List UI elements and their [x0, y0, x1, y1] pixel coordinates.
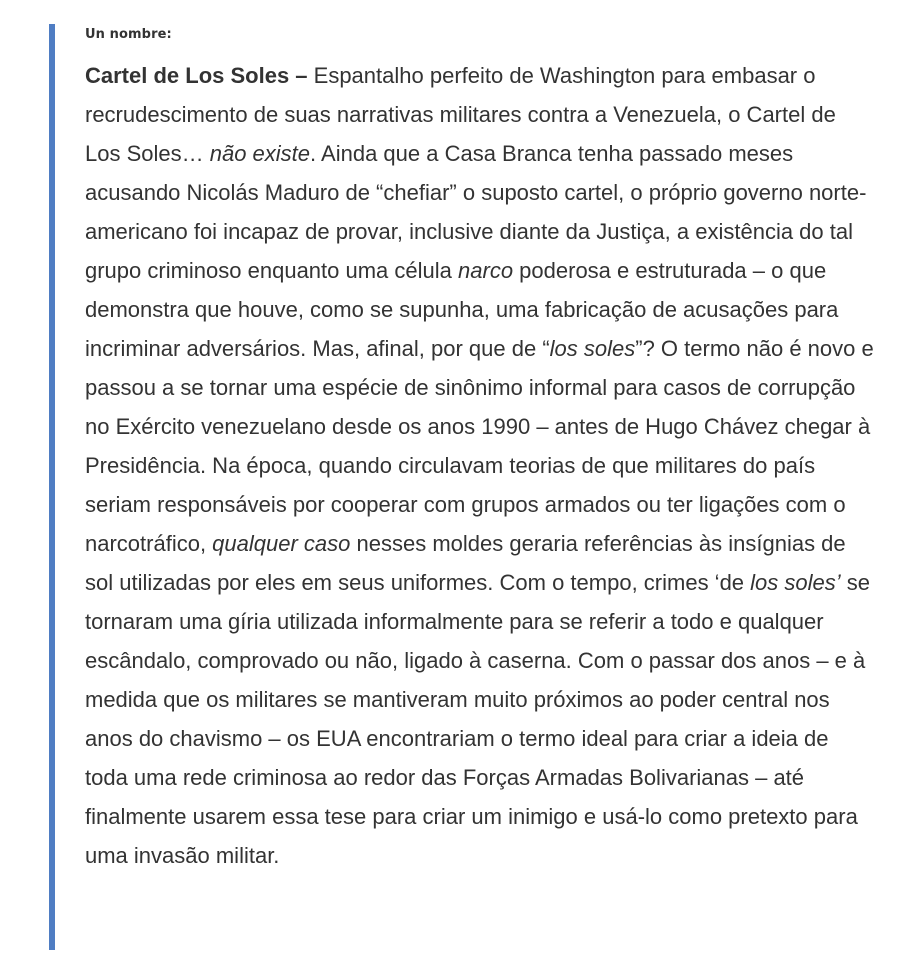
emphasis-text: não existe — [209, 141, 311, 166]
quote-paragraph — [85, 56, 877, 875]
text-segment: Espantalho perfeito de Washington para embasar o recrudescimento de suas narrativas militares contra a Venezuela, o Cartel de Los Soles… — [85, 63, 836, 166]
emphasis-text: narco — [458, 258, 514, 283]
blockquote-content — [85, 24, 881, 875]
kicker-label: Un nombre: — [85, 27, 172, 42]
text-segment: ”? O termo não é novo e passou a se tornar uma espécie de sinônimo informal para casos de corrupção no Exército venezuelano desde os anos 1990 – antes de Hugo Chávez chegar à Presidência. Na época, quando circulavam teorias de que militares do país seriam responsáveis por cooperar com grupos armados ou ter ligações com o narcotráfico, — [85, 336, 874, 556]
emphasis-text: los soles — [549, 336, 636, 361]
text-segment: . Ainda que a Casa Branca tenha passado meses acusando Nicolás Maduro de “chefiar” o suposto cartel, o próprio governo norte-americano foi incapaz de provar, inclusive diante da Justiça, a existência do tal grupo criminoso enquanto uma célula — [85, 141, 867, 283]
blockquote — [49, 24, 875, 950]
emphasis-text: los soles’ — [750, 570, 841, 595]
text-segment: poderosa e estruturada – o que demonstra que houve, como se supunha, uma fabricação de acusações para incriminar adversários. Mas, afinal, por que de “ — [85, 258, 839, 361]
text-segment: nesses moldes geraria referências às insígnias de sol utilizadas por eles em seus uniformes. Com o tempo, crimes ‘de — [85, 531, 846, 595]
lead-term: Cartel de Los Soles – — [85, 63, 308, 88]
emphasis-text: qualquer caso — [212, 531, 351, 556]
text-segment: se tornaram uma gíria utilizada informalmente para se referir a todo e qualquer escândalo, comprovado ou não, ligado à caserna. Com o passar dos anos – e à medida que os militares se mantiveram muito próximos ao poder central nos anos do chavismo – os EUA encontrariam o termo ideal para criar a ideia de toda uma rede criminosa ao redor das Forças Armadas Bolivarianas – até finalmente usarem essa tese para criar um inimigo e usá-lo como pretexto para uma invasão militar. — [85, 570, 870, 868]
